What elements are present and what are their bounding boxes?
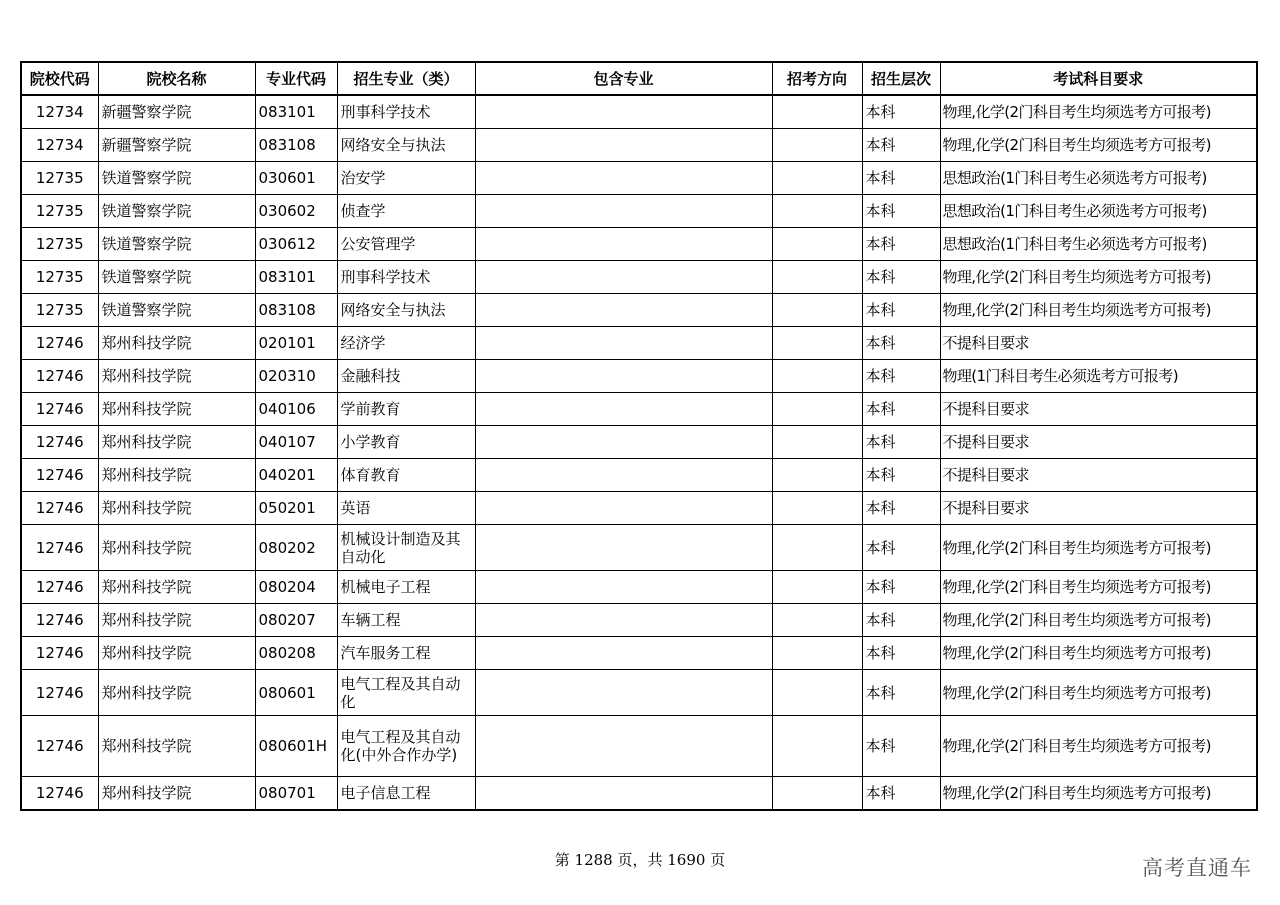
cell-direction [772,360,862,393]
cell-major-code: 080701 [255,777,337,811]
cell-level: 本科 [862,571,940,604]
cell-school-code: 12746 [21,459,98,492]
cell-major-code: 040106 [255,393,337,426]
table-row [21,777,1257,811]
cell-includes [475,129,772,162]
cell-school-code: 12734 [21,95,98,129]
cell-requirement: 思想政治(1门科目考生必须选考方可报考) [940,195,1257,228]
cell-school-code: 12734 [21,129,98,162]
cell-school-name: 郑州科技学院 [98,604,255,637]
cell-major: 侦查学 [337,195,475,228]
cell-includes [475,777,772,811]
cell-level: 本科 [862,195,940,228]
header-row [21,62,1257,95]
cell-major-code: 080202 [255,525,337,571]
cell-school-name: 郑州科技学院 [98,492,255,525]
cell-school-name: 铁道警察学院 [98,162,255,195]
cell-major: 刑事科学技术 [337,95,475,129]
header-level: 招生层次 [862,62,940,95]
cell-includes [475,95,772,129]
cell-direction [772,459,862,492]
cell-school-code: 12746 [21,393,98,426]
header-major: 招生专业（类） [337,62,475,95]
cell-requirement: 不提科目要求 [940,459,1257,492]
cell-major-code: 030601 [255,162,337,195]
table-row [21,294,1257,327]
cell-school-name: 郑州科技学院 [98,360,255,393]
watermark-logo: 高考直通车 [1142,856,1252,880]
cell-direction [772,637,862,670]
cell-major-code: 040107 [255,426,337,459]
table-row [21,327,1257,360]
cell-school-name: 郑州科技学院 [98,426,255,459]
cell-major-code: 030602 [255,195,337,228]
cell-requirement: 不提科目要求 [940,492,1257,525]
cell-direction [772,261,862,294]
cell-requirement: 不提科目要求 [940,393,1257,426]
cell-direction [772,525,862,571]
cell-requirement: 物理,化学(2门科目考生均须选考方可报考) [940,294,1257,327]
cell-school-code: 12746 [21,525,98,571]
cell-level: 本科 [862,294,940,327]
table-row [21,716,1257,777]
cell-requirement: 物理,化学(2门科目考生均须选考方可报考) [940,716,1257,777]
cell-major-code: 080601 [255,670,337,716]
page-footer: 第 1288 页，共 1690 页 [554,851,726,869]
cell-level: 本科 [862,426,940,459]
cell-requirement: 物理,化学(2门科目考生均须选考方可报考) [940,604,1257,637]
table-row [21,492,1257,525]
cell-school-code: 12746 [21,777,98,811]
cell-level: 本科 [862,492,940,525]
table-row [21,360,1257,393]
table-row [21,393,1257,426]
cell-includes [475,525,772,571]
cell-direction [772,195,862,228]
cell-major-code: 030612 [255,228,337,261]
cell-level: 本科 [862,327,940,360]
cell-school-code: 12735 [21,162,98,195]
cell-school-code: 12735 [21,228,98,261]
cell-major: 金融科技 [337,360,475,393]
cell-major-code: 083101 [255,95,337,129]
cell-includes [475,492,772,525]
cell-major-code: 020310 [255,360,337,393]
table-row [21,195,1257,228]
cell-school-code: 12746 [21,670,98,716]
table-row [21,261,1257,294]
cell-includes [475,571,772,604]
cell-school-code: 12735 [21,195,98,228]
table-row [21,604,1257,637]
cell-direction [772,327,862,360]
cell-major: 机械电子工程 [337,571,475,604]
cell-includes [475,294,772,327]
cell-direction [772,716,862,777]
cell-requirement: 不提科目要求 [940,426,1257,459]
cell-school-code: 12746 [21,716,98,777]
table-row [21,637,1257,670]
cell-major-code: 083108 [255,129,337,162]
cell-major-code: 080207 [255,604,337,637]
cell-requirement: 物理,化学(2门科目考生均须选考方可报考) [940,777,1257,811]
table-row [21,95,1257,129]
cell-school-name: 郑州科技学院 [98,637,255,670]
cell-major: 车辆工程 [337,604,475,637]
cell-major: 网络安全与执法 [337,129,475,162]
header-school-name: 院校名称 [98,62,255,95]
cell-level: 本科 [862,228,940,261]
cell-school-name: 新疆警察学院 [98,129,255,162]
header-includes: 包含专业 [475,62,772,95]
cell-school-name: 郑州科技学院 [98,670,255,716]
cell-includes [475,393,772,426]
cell-major-code: 080204 [255,571,337,604]
cell-school-name: 郑州科技学院 [98,393,255,426]
cell-includes [475,327,772,360]
cell-school-name: 铁道警察学院 [98,228,255,261]
cell-major: 英语 [337,492,475,525]
cell-direction [772,129,862,162]
cell-level: 本科 [862,360,940,393]
cell-includes [475,459,772,492]
cell-school-name: 郑州科技学院 [98,327,255,360]
cell-requirement: 不提科目要求 [940,327,1257,360]
cell-direction [772,604,862,637]
cell-includes [475,162,772,195]
cell-school-code: 12746 [21,327,98,360]
cell-school-code: 12735 [21,261,98,294]
cell-level: 本科 [862,716,940,777]
cell-requirement: 物理,化学(2门科目考生均须选考方可报考) [940,261,1257,294]
cell-major: 机械设计制造及其自动化 [337,525,475,571]
cell-major: 电气工程及其自动化 [337,670,475,716]
cell-includes [475,716,772,777]
cell-includes [475,360,772,393]
cell-level: 本科 [862,670,940,716]
table-row [21,228,1257,261]
cell-school-name: 郑州科技学院 [98,716,255,777]
cell-school-code: 12746 [21,571,98,604]
cell-school-code: 12735 [21,294,98,327]
cell-school-name: 郑州科技学院 [98,777,255,811]
cell-major: 经济学 [337,327,475,360]
cell-school-code: 12746 [21,360,98,393]
cell-major: 小学教育 [337,426,475,459]
cell-requirement: 物理,化学(2门科目考生均须选考方可报考) [940,637,1257,670]
table-row [21,162,1257,195]
cell-direction [772,670,862,716]
cell-major-code: 080601H [255,716,337,777]
header-major-code: 专业代码 [255,62,337,95]
cell-major: 汽车服务工程 [337,637,475,670]
cell-includes [475,604,772,637]
cell-direction [772,95,862,129]
cell-requirement: 思想政治(1门科目考生必须选考方可报考) [940,228,1257,261]
admissions-table [20,61,1258,811]
table-row [21,129,1257,162]
cell-school-name: 铁道警察学院 [98,294,255,327]
table-row [21,525,1257,571]
cell-major-code: 083101 [255,261,337,294]
cell-level: 本科 [862,129,940,162]
table-row [21,426,1257,459]
cell-major-code: 040201 [255,459,337,492]
cell-requirement: 物理,化学(2门科目考生均须选考方可报考) [940,95,1257,129]
table-row [21,670,1257,716]
header-direction: 招考方向 [772,62,862,95]
cell-major-code: 020101 [255,327,337,360]
cell-major-code: 050201 [255,492,337,525]
cell-school-name: 铁道警察学院 [98,195,255,228]
cell-major: 学前教育 [337,393,475,426]
cell-major: 治安学 [337,162,475,195]
cell-includes [475,426,772,459]
header-school-code: 院校代码 [21,62,98,95]
cell-school-code: 12746 [21,492,98,525]
cell-level: 本科 [862,637,940,670]
cell-major: 刑事科学技术 [337,261,475,294]
cell-includes [475,195,772,228]
cell-level: 本科 [862,162,940,195]
cell-school-name: 铁道警察学院 [98,261,255,294]
cell-school-name: 新疆警察学院 [98,95,255,129]
cell-direction [772,294,862,327]
cell-includes [475,637,772,670]
cell-major: 公安管理学 [337,228,475,261]
cell-school-code: 12746 [21,637,98,670]
cell-direction [772,571,862,604]
cell-major: 体育教育 [337,459,475,492]
cell-direction [772,162,862,195]
cell-requirement: 物理,化学(2门科目考生均须选考方可报考) [940,571,1257,604]
cell-requirement: 物理,化学(2门科目考生均须选考方可报考) [940,670,1257,716]
cell-major: 电子信息工程 [337,777,475,811]
cell-school-name: 郑州科技学院 [98,459,255,492]
cell-requirement: 物理(1门科目考生必须选考方可报考) [940,360,1257,393]
cell-school-code: 12746 [21,426,98,459]
cell-level: 本科 [862,604,940,637]
cell-includes [475,228,772,261]
cell-direction [772,492,862,525]
cell-includes [475,670,772,716]
cell-requirement: 思想政治(1门科目考生必须选考方可报考) [940,162,1257,195]
cell-direction [772,426,862,459]
cell-direction [772,228,862,261]
table-row [21,571,1257,604]
cell-level: 本科 [862,459,940,492]
cell-major-code: 080208 [255,637,337,670]
cell-level: 本科 [862,777,940,811]
cell-level: 本科 [862,525,940,571]
cell-major: 网络安全与执法 [337,294,475,327]
cell-includes [475,261,772,294]
table-row [21,459,1257,492]
cell-level: 本科 [862,95,940,129]
cell-major: 电气工程及其自动化(中外合作办学) [337,716,475,777]
cell-direction [772,777,862,811]
cell-school-name: 郑州科技学院 [98,525,255,571]
cell-major-code: 083108 [255,294,337,327]
cell-school-name: 郑州科技学院 [98,571,255,604]
cell-requirement: 物理,化学(2门科目考生均须选考方可报考) [940,525,1257,571]
cell-level: 本科 [862,393,940,426]
cell-requirement: 物理,化学(2门科目考生均须选考方可报考) [940,129,1257,162]
header-requirement: 考试科目要求 [940,62,1257,95]
cell-direction [772,393,862,426]
cell-school-code: 12746 [21,604,98,637]
cell-level: 本科 [862,261,940,294]
